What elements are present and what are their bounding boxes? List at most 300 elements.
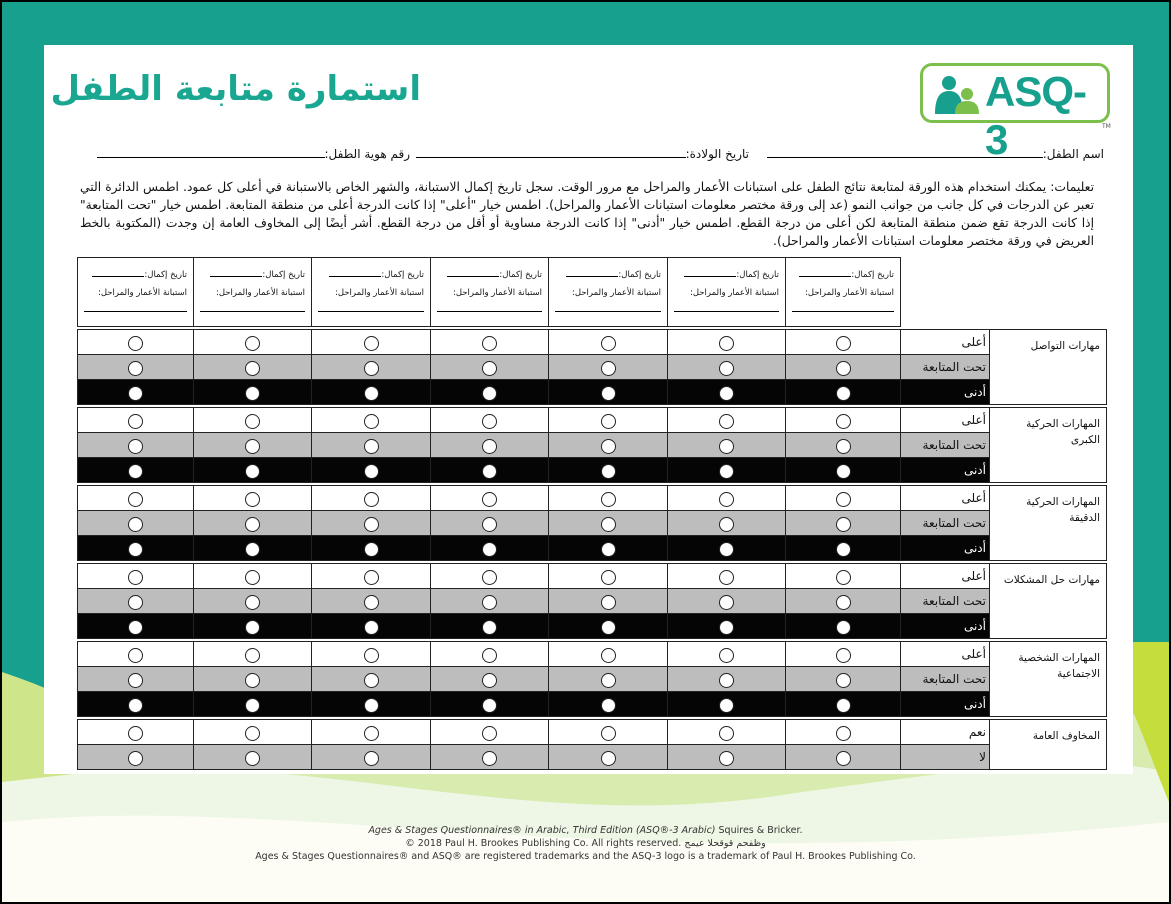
- tracking-table: [77, 257, 1107, 770]
- score-cell: [312, 692, 431, 717]
- score-cell: [312, 745, 431, 770]
- score-radio[interactable]: [601, 439, 616, 454]
- score-cell: [549, 380, 668, 405]
- score-radio[interactable]: [719, 751, 734, 766]
- score-radio[interactable]: [482, 439, 497, 454]
- score-cell: [668, 564, 786, 589]
- score-cell: [312, 380, 431, 405]
- domain-name-line-2: الكبرى: [1070, 434, 1100, 446]
- column-header-row: [78, 258, 1107, 327]
- score-radio[interactable]: [482, 386, 497, 401]
- score-cell: [194, 330, 312, 355]
- score-radio[interactable]: [836, 595, 851, 610]
- score-radio[interactable]: [128, 698, 143, 713]
- score-radio[interactable]: [482, 336, 497, 351]
- domain-name-line-1: مهارات حل المشكلات: [1003, 574, 1100, 586]
- score-cell: [78, 433, 194, 458]
- score-radio[interactable]: [245, 673, 260, 688]
- score-radio[interactable]: [482, 726, 497, 741]
- questionnaire-line[interactable]: [318, 311, 424, 312]
- score-row: [78, 433, 1107, 458]
- score-radio[interactable]: [601, 361, 616, 376]
- score-radio[interactable]: [245, 542, 260, 557]
- score-cell: [431, 720, 549, 745]
- score-cell: [786, 486, 901, 511]
- score-radio[interactable]: [128, 751, 143, 766]
- completion-date-label: تاريخ إكمال:: [144, 270, 187, 280]
- column-header: [668, 258, 786, 327]
- score-radio[interactable]: [601, 673, 616, 688]
- score-cell: [549, 330, 668, 355]
- score-radio[interactable]: [128, 517, 143, 532]
- score-radio[interactable]: [128, 361, 143, 376]
- score-radio[interactable]: [245, 439, 260, 454]
- score-radio[interactable]: [482, 648, 497, 663]
- score-cell: [668, 486, 786, 511]
- score-cell: [194, 692, 312, 717]
- footer-copyright-arabic: وظفحم قوقحلا عيمج: [684, 838, 766, 849]
- score-row: [78, 536, 1107, 561]
- completion-date-line[interactable]: [329, 267, 381, 277]
- birth-date-line[interactable]: [416, 145, 686, 158]
- score-radio[interactable]: [836, 414, 851, 429]
- domain-label: [990, 486, 1107, 561]
- score-radio[interactable]: [128, 492, 143, 507]
- score-cell: [431, 667, 549, 692]
- child-id-line[interactable]: [97, 145, 325, 158]
- score-radio[interactable]: [128, 648, 143, 663]
- score-radio[interactable]: [601, 492, 616, 507]
- score-radio[interactable]: [364, 464, 379, 479]
- questionnaire-line[interactable]: [792, 311, 894, 312]
- child-name-line[interactable]: [767, 145, 1043, 158]
- footer-line-1: [2, 824, 1169, 837]
- score-radio[interactable]: [482, 414, 497, 429]
- logo-text: ASQ-3: [985, 68, 1086, 163]
- score-radio[interactable]: [482, 595, 497, 610]
- score-cell: [431, 511, 549, 536]
- score-radio[interactable]: [601, 336, 616, 351]
- score-row: [78, 408, 1107, 433]
- score-radio[interactable]: [364, 648, 379, 663]
- column-header: [194, 258, 312, 327]
- score-radio[interactable]: [128, 386, 143, 401]
- score-cell: [194, 720, 312, 745]
- footer-authors: Squires & Bricker.: [718, 825, 803, 836]
- score-radio[interactable]: [719, 542, 734, 557]
- score-cell: [194, 614, 312, 639]
- score-radio[interactable]: [245, 517, 260, 532]
- score-radio[interactable]: [601, 414, 616, 429]
- score-cell: [431, 745, 549, 770]
- score-cell: [78, 745, 194, 770]
- score-cell: [312, 458, 431, 483]
- score-radio[interactable]: [482, 620, 497, 635]
- score-radio[interactable]: [836, 439, 851, 454]
- score-cell: [194, 745, 312, 770]
- score-cell: [194, 486, 312, 511]
- score-radio[interactable]: [836, 570, 851, 585]
- score-cell: [668, 380, 786, 405]
- score-cell: [312, 433, 431, 458]
- score-radio[interactable]: [364, 726, 379, 741]
- score-row: [78, 720, 1107, 745]
- score-cell: [549, 511, 668, 536]
- score-cell: [549, 564, 668, 589]
- score-radio[interactable]: [719, 648, 734, 663]
- questionnaire-label: استبانة الأعمار والمراحل:: [690, 288, 779, 298]
- questionnaire-line[interactable]: [200, 311, 305, 312]
- completion-date-row: [210, 267, 305, 280]
- concerns-label: المخاوف العامة: [990, 720, 1107, 770]
- score-cell: [194, 642, 312, 667]
- score-cell: [78, 330, 194, 355]
- score-radio[interactable]: [719, 620, 734, 635]
- score-radio[interactable]: [128, 542, 143, 557]
- score-radio[interactable]: [245, 648, 260, 663]
- score-radio[interactable]: [482, 673, 497, 688]
- score-radio[interactable]: [719, 517, 734, 532]
- score-radio[interactable]: [719, 726, 734, 741]
- score-radio[interactable]: [719, 361, 734, 376]
- score-radio[interactable]: [245, 570, 260, 585]
- score-cell: [786, 642, 901, 667]
- score-radio[interactable]: [128, 439, 143, 454]
- completion-date-line[interactable]: [447, 267, 499, 277]
- score-cell: [194, 564, 312, 589]
- score-radio[interactable]: [601, 464, 616, 479]
- score-cell: [668, 355, 786, 380]
- completion-date-row: [684, 267, 779, 280]
- completion-date-line[interactable]: [92, 267, 144, 277]
- column-header: [786, 258, 901, 327]
- score-radio[interactable]: [364, 386, 379, 401]
- score-radio[interactable]: [482, 751, 497, 766]
- score-cell: [786, 564, 901, 589]
- score-cell: [78, 614, 194, 639]
- header-spacer: [990, 258, 1107, 327]
- score-cell: [312, 720, 431, 745]
- score-radio[interactable]: [245, 620, 260, 635]
- birth-date-field[interactable]: [416, 145, 749, 161]
- header-spacer: [901, 258, 990, 327]
- score-cell: [668, 642, 786, 667]
- score-radio[interactable]: [364, 542, 379, 557]
- score-cell: [312, 642, 431, 667]
- score-radio[interactable]: [719, 386, 734, 401]
- domain-name-line-1: المهارات الحركية: [1026, 418, 1100, 430]
- score-radio[interactable]: [719, 336, 734, 351]
- score-cell: [78, 642, 194, 667]
- score-cell: [431, 564, 549, 589]
- score-radio[interactable]: [719, 439, 734, 454]
- score-cell: [431, 536, 549, 561]
- score-cell: [312, 355, 431, 380]
- score-radio[interactable]: [836, 361, 851, 376]
- score-row: [78, 589, 1107, 614]
- completion-date-label: تاريخ إكمال:: [381, 270, 424, 280]
- level-label: أدنى: [901, 458, 990, 483]
- score-row: [78, 511, 1107, 536]
- score-radio[interactable]: [719, 673, 734, 688]
- score-cell: [549, 458, 668, 483]
- completion-date-line[interactable]: [684, 267, 736, 277]
- score-cell: [786, 536, 901, 561]
- level-label: أدنى: [901, 380, 990, 405]
- questionnaire-line[interactable]: [674, 311, 779, 312]
- domain-name-line-1: مهارات التواصل: [1030, 340, 1100, 352]
- score-radio[interactable]: [364, 620, 379, 635]
- score-cell: [549, 536, 668, 561]
- level-label: أدنى: [901, 614, 990, 639]
- score-cell: [786, 511, 901, 536]
- score-cell: [312, 564, 431, 589]
- score-radio[interactable]: [364, 595, 379, 610]
- score-cell: [549, 720, 668, 745]
- score-cell: [312, 330, 431, 355]
- score-cell: [431, 330, 549, 355]
- completion-date-label: تاريخ إكمال:: [736, 270, 779, 280]
- score-radio[interactable]: [364, 673, 379, 688]
- score-cell: [549, 408, 668, 433]
- score-cell: [312, 511, 431, 536]
- score-cell: [668, 511, 786, 536]
- domain-name-line-1: المهارات الحركية: [1026, 496, 1100, 508]
- score-radio[interactable]: [128, 595, 143, 610]
- score-cell: [431, 355, 549, 380]
- score-radio[interactable]: [482, 517, 497, 532]
- score-cell: [78, 380, 194, 405]
- score-row: [78, 745, 1107, 770]
- score-radio[interactable]: [245, 751, 260, 766]
- score-radio[interactable]: [364, 517, 379, 532]
- score-radio[interactable]: [836, 336, 851, 351]
- score-radio[interactable]: [719, 595, 734, 610]
- score-radio[interactable]: [364, 698, 379, 713]
- completion-date-line[interactable]: [799, 267, 851, 277]
- score-radio[interactable]: [482, 464, 497, 479]
- score-cell: [668, 720, 786, 745]
- child-name-field[interactable]: [767, 145, 1104, 161]
- score-cell: [786, 408, 901, 433]
- level-label: تحت المتابعة: [901, 433, 990, 458]
- level-label: أدنى: [901, 692, 990, 717]
- score-radio[interactable]: [719, 570, 734, 585]
- score-row: [78, 355, 1107, 380]
- score-cell: [312, 486, 431, 511]
- score-radio[interactable]: [364, 751, 379, 766]
- score-radio[interactable]: [601, 570, 616, 585]
- score-radio[interactable]: [601, 386, 616, 401]
- domain-label: [990, 564, 1107, 639]
- score-cell: [549, 642, 668, 667]
- level-label: لا: [901, 745, 990, 770]
- score-row: [78, 380, 1107, 405]
- score-radio[interactable]: [128, 673, 143, 688]
- score-cell: [78, 667, 194, 692]
- domain-label: [990, 330, 1107, 405]
- score-cell: [668, 458, 786, 483]
- score-radio[interactable]: [836, 386, 851, 401]
- score-radio[interactable]: [364, 492, 379, 507]
- score-radio[interactable]: [245, 464, 260, 479]
- completion-date-line[interactable]: [210, 267, 262, 277]
- questionnaire-label: استبانة الأعمار والمراحل:: [453, 288, 542, 298]
- score-radio[interactable]: [482, 361, 497, 376]
- score-cell: [194, 380, 312, 405]
- level-label: تحت المتابعة: [901, 355, 990, 380]
- score-radio[interactable]: [482, 542, 497, 557]
- score-cell: [786, 667, 901, 692]
- score-cell: [431, 642, 549, 667]
- domain-name-line-2: الاجتماعية: [1057, 668, 1100, 680]
- score-row: [78, 330, 1107, 355]
- completion-date-line[interactable]: [566, 267, 618, 277]
- score-radio[interactable]: [601, 726, 616, 741]
- score-cell: [78, 589, 194, 614]
- score-radio[interactable]: [601, 620, 616, 635]
- score-radio[interactable]: [601, 698, 616, 713]
- domain-label: [990, 408, 1107, 483]
- score-cell: [312, 614, 431, 639]
- score-radio[interactable]: [128, 570, 143, 585]
- score-radio[interactable]: [836, 648, 851, 663]
- questionnaire-line[interactable]: [84, 311, 187, 312]
- questionnaire-label: استبانة الأعمار والمراحل:: [216, 288, 305, 298]
- score-radio[interactable]: [245, 361, 260, 376]
- trademark-mark: TM: [1102, 123, 1111, 130]
- completion-date-row: [92, 267, 187, 280]
- column-header: [549, 258, 668, 327]
- score-radio[interactable]: [601, 648, 616, 663]
- score-radio[interactable]: [836, 542, 851, 557]
- score-cell: [431, 614, 549, 639]
- completion-date-row: [329, 267, 424, 280]
- score-cell: [78, 720, 194, 745]
- score-cell: [431, 486, 549, 511]
- score-cell: [549, 486, 668, 511]
- score-cell: [78, 511, 194, 536]
- footer: [2, 824, 1169, 863]
- score-radio[interactable]: [364, 336, 379, 351]
- child-name-label: اسم الطفل:: [1042, 147, 1104, 161]
- score-cell: [668, 745, 786, 770]
- score-radio[interactable]: [245, 492, 260, 507]
- score-cell: [786, 433, 901, 458]
- score-cell: [549, 589, 668, 614]
- completion-date-row: [566, 267, 661, 280]
- level-label: أعلى: [901, 642, 990, 667]
- domain-name-line-2: الدقيقة: [1069, 512, 1100, 524]
- score-radio[interactable]: [836, 726, 851, 741]
- score-radio[interactable]: [719, 698, 734, 713]
- score-radio[interactable]: [719, 492, 734, 507]
- score-radio[interactable]: [364, 439, 379, 454]
- score-cell: [668, 614, 786, 639]
- score-radio[interactable]: [836, 492, 851, 507]
- score-radio[interactable]: [245, 386, 260, 401]
- completion-date-row: [799, 267, 894, 280]
- score-row: [78, 692, 1107, 717]
- score-cell: [194, 433, 312, 458]
- child-id-label: رقم هوية الطفل:: [324, 147, 410, 161]
- score-radio[interactable]: [245, 595, 260, 610]
- score-radio[interactable]: [836, 620, 851, 635]
- score-radio[interactable]: [245, 726, 260, 741]
- level-label: أعلى: [901, 330, 990, 355]
- score-cell: [668, 667, 786, 692]
- score-radio[interactable]: [719, 464, 734, 479]
- level-label: تحت المتابعة: [901, 589, 990, 614]
- score-radio[interactable]: [601, 595, 616, 610]
- score-radio[interactable]: [128, 726, 143, 741]
- questionnaire-label: استبانة الأعمار والمراحل:: [805, 288, 894, 298]
- score-radio[interactable]: [245, 336, 260, 351]
- score-radio[interactable]: [364, 414, 379, 429]
- score-radio[interactable]: [601, 542, 616, 557]
- score-cell: [549, 355, 668, 380]
- child-id-field[interactable]: [97, 145, 410, 161]
- completion-date-label: تاريخ إكمال:: [851, 270, 894, 280]
- score-radio[interactable]: [836, 751, 851, 766]
- score-radio[interactable]: [482, 570, 497, 585]
- column-header: [431, 258, 549, 327]
- score-radio[interactable]: [128, 336, 143, 351]
- score-cell: [786, 614, 901, 639]
- score-cell: [194, 536, 312, 561]
- score-radio[interactable]: [128, 464, 143, 479]
- questionnaire-label: استبانة الأعمار والمراحل:: [572, 288, 661, 298]
- score-cell: [786, 745, 901, 770]
- score-radio[interactable]: [364, 570, 379, 585]
- score-cell: [78, 355, 194, 380]
- score-cell: [786, 692, 901, 717]
- score-radio[interactable]: [245, 414, 260, 429]
- score-cell: [78, 692, 194, 717]
- score-radio[interactable]: [601, 517, 616, 532]
- score-cell: [312, 589, 431, 614]
- score-cell: [312, 667, 431, 692]
- score-row: [78, 642, 1107, 667]
- score-row: [78, 564, 1107, 589]
- score-radio[interactable]: [836, 673, 851, 688]
- score-radio[interactable]: [601, 751, 616, 766]
- score-radio[interactable]: [836, 698, 851, 713]
- form-sheet: [44, 45, 1133, 774]
- level-label: نعم: [901, 720, 990, 745]
- score-row: [78, 486, 1107, 511]
- score-radio[interactable]: [719, 414, 734, 429]
- score-radio[interactable]: [482, 492, 497, 507]
- questionnaire-line[interactable]: [437, 311, 542, 312]
- score-cell: [668, 589, 786, 614]
- footer-line-2: [2, 837, 1169, 850]
- score-radio[interactable]: [128, 620, 143, 635]
- score-row: [78, 667, 1107, 692]
- score-radio[interactable]: [128, 414, 143, 429]
- score-radio[interactable]: [836, 464, 851, 479]
- family-logo-icon: [931, 74, 983, 114]
- score-cell: [786, 330, 901, 355]
- level-label: تحت المتابعة: [901, 511, 990, 536]
- score-radio[interactable]: [364, 361, 379, 376]
- questionnaire-line[interactable]: [555, 311, 661, 312]
- score-radio[interactable]: [836, 517, 851, 532]
- score-radio[interactable]: [245, 698, 260, 713]
- domain-label: [990, 642, 1107, 717]
- score-radio[interactable]: [482, 698, 497, 713]
- level-label: تحت المتابعة: [901, 667, 990, 692]
